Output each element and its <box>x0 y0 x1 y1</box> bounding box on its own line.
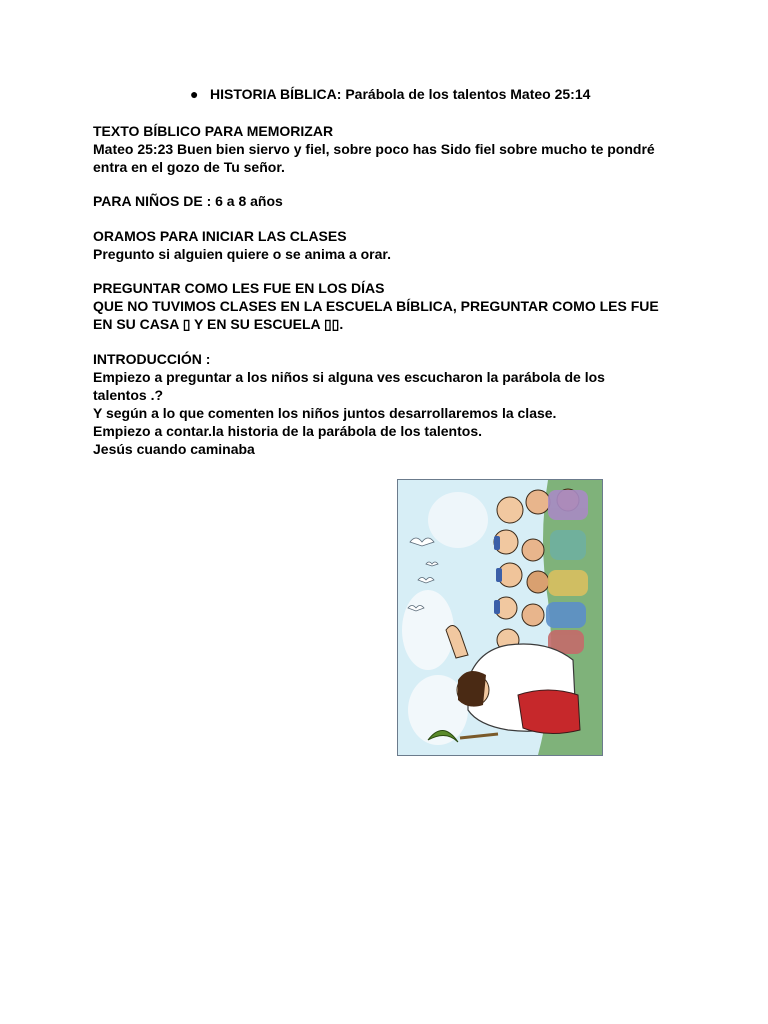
lesson-heading <box>190 86 590 102</box>
memorize-title: TEXTO BÍBLICO PARA MEMORIZAR <box>93 123 334 139</box>
prayer-title: ORAMOS PARA INICIAR LAS CLASES <box>93 228 347 244</box>
intro-title: INTRODUCCIÓN : <box>93 351 211 367</box>
memorize-verse-line-1: Mateo 25:23 Buen bien siervo y fiel, sobre poco has Sido fiel sobre mucho te pondré <box>93 141 655 157</box>
intro-line-5: Jesús cuando caminaba <box>93 441 255 457</box>
parable-illustration <box>397 479 603 756</box>
prayer-text: Pregunto si alguien quiere o se anima a orar. <box>93 246 391 262</box>
intro-line-2: talentos .? <box>93 387 164 403</box>
question-line-3: EN SU CASA ▯ Y EN SU ESCUELA ▯▯. <box>93 316 344 332</box>
lesson-heading-text: HISTORIA BÍBLICA: Parábola de los talentos Mateo 25:14 <box>210 86 591 102</box>
ages-text: PARA NIÑOS DE : 6 a 8 años <box>93 193 283 209</box>
intro-line-4: Empiezo a contar.la historia de la parábola de los talentos. <box>93 423 482 439</box>
prayer-section <box>93 227 693 263</box>
question-line-2: QUE NO TUVIMOS CLASES EN LA ESCUELA BÍBLICA, PREGUNTAR COMO LES FUE <box>93 298 659 314</box>
memorize-section <box>93 122 693 176</box>
memorize-verse-line-2: entra en el gozo de Tu señor. <box>93 159 285 175</box>
intro-line-3: Y según a lo que comenten los niños juntos desarrollaremos la clase. <box>93 405 557 421</box>
intro-section <box>93 350 693 458</box>
bullet-icon: ● <box>190 86 199 102</box>
intro-line-1: Empiezo a preguntar a los niños si alguna ves escucharon la parábola de los <box>93 369 605 385</box>
ages-section <box>93 192 693 210</box>
question-line-1: PREGUNTAR COMO LES FUE EN LOS DÍAS <box>93 280 385 296</box>
parable-illustration-art <box>398 480 602 755</box>
question-section <box>93 279 693 333</box>
